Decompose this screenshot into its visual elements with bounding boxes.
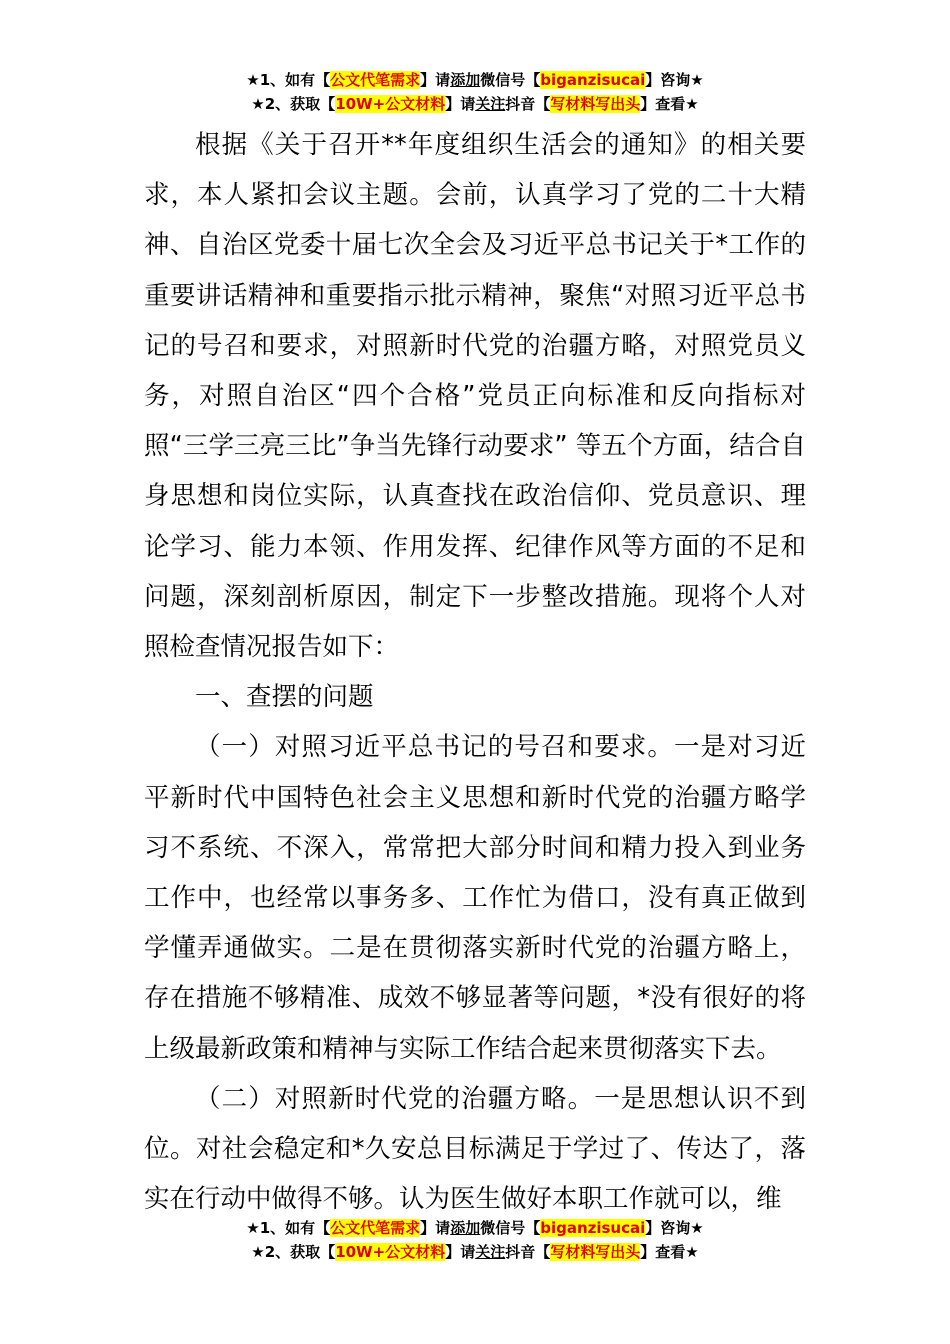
promo-highlight: 公文代笔需求 [330, 1219, 421, 1237]
subsection-paragraph: （二）对照新时代党的治疆方略。一是思想认识不到位。对社会稳定和*久安总目标满足于学过了、传达了，落实在行动中做得不够。认为医生做好本职工作就可以，维 [144, 1083, 806, 1215]
promo-highlight: 10W+公文材料 [335, 95, 446, 113]
document-body [144, 120, 806, 1224]
promo-line-1: ★1、如有【公文代笔需求】请添加微信号【biganzisucai】咨询★ [246, 71, 704, 89]
promo-underline: 添加 [450, 71, 481, 89]
promo-douyin-id: 写材料写出头 [550, 95, 641, 113]
subsection-paragraph: （一）对照习近平总书记的号召和要求。一是对习近平新时代中国特色社会主义思想和新时代党的治疆方略学习不系统、不深入，常常把大部分时间和精力投入到业务工作中，也经常以事务多、工作忙为借口，没有真正做到学懂弄通做实。二是在贯彻落实新时代党的治疆方略上，存在措施不够精准、成效不够显著等问题，*没有很好的将上级最新政策和精神与实际工作结合起来贯彻落实下去。 [144, 732, 806, 1064]
intro-paragraph: 根据《关于召开**年度组织生活会的通知》的相关要求，本人紧扣会议主题。会前，认真学习了党的二十大精神、自治区党委十届七次全会及习近平总书记关于*工作的重要讲话精神和重要指示批示精神，聚焦“对照习近平总书记的号召和要求，对照新时代党的治疆方略，对照党员义务，对照自治区“四个合格”党员正向标准和反向指标对照“三学三亮三比”争当先锋行动要求” 等五个方面，结合自身思想和岗位实际，认真查找在政治信仰、党员意识、理论学习、能力本领、作用发挥、纪律作风等方面的不足和问题，深刻剖析原因，制定下一步整改措施。现将个人对照检查情况报告如下： [144, 130, 806, 663]
promo-wechat-id: biganzisucai [540, 71, 646, 89]
promo-line-1: ★1、如有【公文代笔需求】请添加微信号【biganzisucai】咨询★ [246, 1219, 704, 1237]
promo-underline: 关注 [475, 95, 506, 113]
promo-highlight: 10W+公文材料 [335, 1243, 446, 1261]
promo-banner-top [0, 68, 950, 116]
promo-line-2: ★2、获取【10W+公文材料】请关注抖音【写材料写出头】查看★ [251, 95, 699, 113]
promo-underline: 关注 [475, 1243, 506, 1261]
promo-line-2: ★2、获取【10W+公文材料】请关注抖音【写材料写出头】查看★ [251, 1243, 699, 1261]
promo-underline: 添加 [450, 1219, 481, 1237]
promo-banner-bottom [0, 1216, 950, 1264]
promo-douyin-id: 写材料写出头 [550, 1243, 641, 1261]
promo-wechat-id: biganzisucai [540, 1219, 646, 1237]
promo-highlight: 公文代笔需求 [330, 71, 421, 89]
section-heading: 一、查摆的问题 [195, 682, 374, 713]
